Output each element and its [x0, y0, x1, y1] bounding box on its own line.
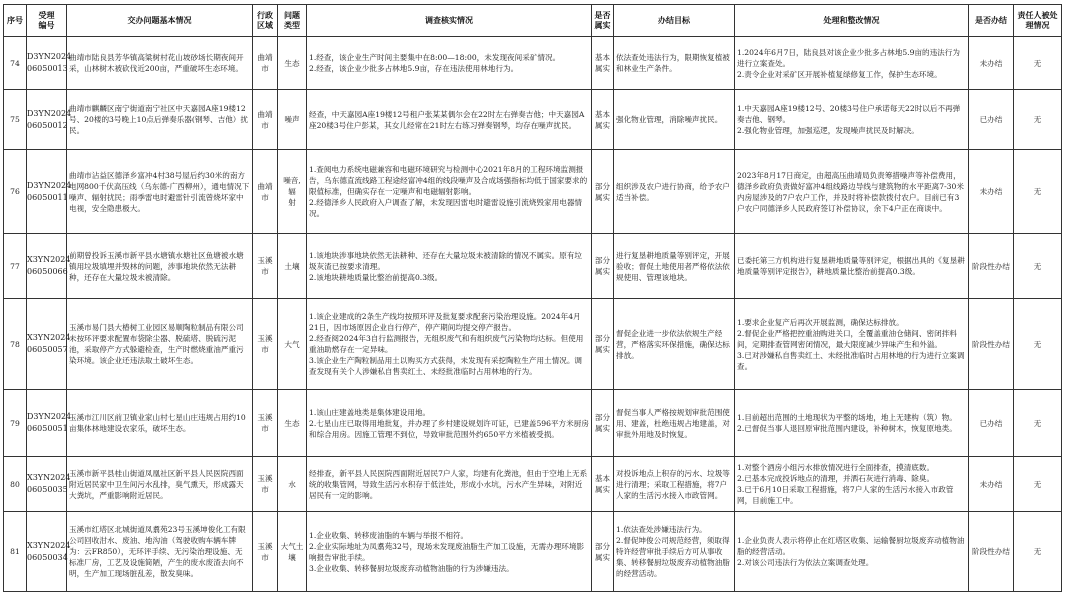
cell-accountability: 无: [1014, 299, 1062, 390]
cell-type: 水: [278, 457, 307, 512]
cell-type: 噪声: [278, 90, 307, 150]
cell-issue: 曲靖市沾益区德泽乡富冲4村38号屋后约30米的南方电网800千伏高压线（乌东德-广西柳州），通电情况下噪声、辐射扰民；雨季雷电时避雷针引流曾烧坏家中电视，安全隐患极大。: [67, 150, 253, 234]
table-body: [4, 37, 1062, 592]
cell-goal: 对投诉地点上积存的污水、垃圾等进行清理；采取工程措施，将7户人家的生活污水接入市政管网。: [614, 457, 735, 512]
cell-done: 未办结: [969, 150, 1014, 234]
cell-no: 74: [4, 37, 27, 90]
cell-code: X3YN2024 06050035: [27, 457, 67, 512]
header-accountability: 责任人被处 理情况: [1014, 5, 1062, 37]
cell-issue: 玉溪市易门县大椿树工业园区易顺陶粒制品有限公司未按环评要求配置布袋除尘器、脱硫塔、脱硫污泥池，采取停产方式躲避检查，生产时燃烧重油严重污染环境。该企业还违法取土破坏生态。: [67, 299, 253, 390]
header-investigation: 调查核实情况: [307, 5, 592, 37]
cell-region: 曲靖 市: [253, 90, 278, 150]
cell-accountability: 无: [1014, 512, 1062, 592]
header-type: 问题 类型: [278, 5, 307, 37]
cell-is-true: 部分 属实: [592, 390, 614, 457]
cell-handling: 1.企业负责人表示将停止在红塔区收集、运输餐厨垃圾废弃动植物油脂的经营活动。 2.对该公司违法行为依法立案调查处理。: [735, 512, 969, 592]
cell-is-true: 部分 属实: [592, 150, 614, 234]
cell-code: D3YN2024 06050011: [27, 150, 67, 234]
header-code: 受理 编号: [27, 5, 67, 37]
cell-investigation: 1.经查，该企业生产时间主要集中在8:00—18:00，未发现夜间采矿情况。 2.经查，该企业少批多占林地5.9亩，存在违法使用林地行为。: [307, 37, 592, 90]
cell-code: X3YN2024 06050066: [27, 234, 67, 299]
table-row: [4, 512, 1062, 592]
cell-investigation: 1.该地块涉事地块依然无法耕种、还存在大量垃圾未被清除的情况不属实。原有垃圾灰渣已按要求清理。 2.该地块耕地质量比整治前提高0.3级。: [307, 234, 592, 299]
cell-handling: 1.要求企业复产后再次开展监测，确保达标排放。 2.督促企业严格把控重油购进关口，全覆盖重油仓储间、密闭拌料间，定期排查管网密闭情况，最大限度减少异味产生和外溢。 3.已对涉嫌私自售卖红土、未经批准临时占用林地的行为进行立案调查。: [735, 299, 969, 390]
supervision-case-table: [3, 4, 1062, 592]
cell-type: 噪音,辐 射: [278, 150, 307, 234]
cell-region: 玉溪 市: [253, 512, 278, 592]
cell-region: 曲靖 市: [253, 150, 278, 234]
cell-handling: 1.2024年6月7日，陆良县对该企业少批多占林地5.9亩的违法行为进行立案查处。 2.责令企业对采矿区开展补植复绿修复工作，保护生态环境。: [735, 37, 969, 90]
cell-issue: 玉溪市江川区前卫镇业家山村七星山庄违规占用约10亩集体林地建设农家乐，破坏生态。: [67, 390, 253, 457]
cell-done: 阶段性办结: [969, 512, 1014, 592]
cell-goal: 组织涉及农户进行协商，给予农户适当补偿。: [614, 150, 735, 234]
cell-investigation: 1.查阅电力系统电磁兼容和电磁环境研究与检测中心2021年8月的工程环境监测报告，乌东德直流线路工程途经富冲4组的线段噪声及合成场强指标均低于国家要求的限值标准，但确实存在一定噪声和电磁辐射影响。 2.经德泽乡人民政府入户调查了解，未发现因雷电时避雷设施引流烧毁家用电器情况。: [307, 150, 592, 234]
cell-investigation: 1.企业收集、转移废油脂的车辆与举报不相符。 2.企业实际地址为凤翥苑32号，现场未发现废油脂生产加工设施，无需办理环境影响报告审批手续。 3.企业收集、转移餐厨垃圾废弃动植物油脂的行为涉嫌违法。: [307, 512, 592, 592]
header-done: 是否办结: [969, 5, 1014, 37]
cell-done: 阶段性办结: [969, 234, 1014, 299]
cell-no: 78: [4, 299, 27, 390]
header-region: 行政 区域: [253, 5, 278, 37]
cell-code: D3YN2024 06050013: [27, 37, 67, 90]
table-row: [4, 390, 1062, 457]
cell-accountability: 无: [1014, 150, 1062, 234]
cell-accountability: 无: [1014, 457, 1062, 512]
table-row: [4, 90, 1062, 150]
cell-code: D3YN2024 06050012: [27, 90, 67, 150]
cell-is-true: 基本 属实: [592, 457, 614, 512]
cell-region: 玉溪 市: [253, 457, 278, 512]
cell-investigation: 1.该企业建成的2条生产线均按照环评及批复要求配套污染治理设施。2024年4月21日，因市场原因企业自行停产，停产期间均提交停产报告。 2.经查阅2024年3自行监测报告，无组织废气和有组织废气污染物均达标。但使用重油助燃存在一定异味。 3.该企业生产陶粒制品用土以购买方式获得，未发现有采挖陶粒生产用土情况。调查发现有关个人涉嫌私自售卖红土、未经批准临时占用林地的行为。: [307, 299, 592, 390]
table-row: [4, 150, 1062, 234]
cell-is-true: 部分 属实: [592, 234, 614, 299]
table-row: [4, 299, 1062, 390]
cell-done: 已办结: [969, 90, 1014, 150]
cell-no: 75: [4, 90, 27, 150]
cell-is-true: 基本 属实: [592, 37, 614, 90]
cell-issue: 曲靖市麒麟区南宁街道南宁社区中天嘉园A座19楼12号、20楼的3号晚上10点后弹奏乐器(钢琴、吉他）扰民。: [67, 90, 253, 150]
cell-handling: 1.对整个酒房小组污水排放情况进行全面排查，摸清底数。 2.已基本完成投诉地点的清理，并洒石灰进行消毒、除臭。 3.已于6月10日采取工程措施，将7户人家的生活污水接入市政管网，目前施工中。: [735, 457, 969, 512]
cell-type: 生态: [278, 390, 307, 457]
header-is-true: 是否 属实: [592, 5, 614, 37]
cell-goal: 强化物业管理，消除噪声扰民。: [614, 90, 735, 150]
cell-investigation: 经排查，新平县人民医院西面附近居民7户人家，均建有化粪池，但由于空地上无系统的收集管网，导致生活污水积存于低洼处，形成小水坑，污水产生异味，对附近居民有一定的影响。: [307, 457, 592, 512]
cell-handling: 1.中天嘉园A座19楼12号、20楼3号住户承诺每天22时以后不再弹奏吉他、钢琴。 2.强化物业管理，加强巡逻，发现噪声扰民及时解决。: [735, 90, 969, 150]
cell-region: 玉溪 市: [253, 234, 278, 299]
cell-handling: 已委托第三方机构进行复垦耕地质量等别评定，根据出具的《复垦耕地质量等别评定报告》，耕地质量比整治前提高0.3级。: [735, 234, 969, 299]
cell-investigation: 1.该山庄建盖地类是集体建设用地。 2.七星山庄已取得用地批复，并办理了乡村建设规划许可证，已建盖596平方米厨房和综合用房。因施工管理不到位，导致审批范围外约650平方米植被受损。: [307, 390, 592, 457]
cell-accountability: 无: [1014, 234, 1062, 299]
header-no: 序号: [4, 5, 27, 37]
table-row: [4, 37, 1062, 90]
cell-is-true: 基本 属实: [592, 90, 614, 150]
cell-issue: 玉溪市新平县桂山街道凤凰社区新平县人民医院西面附近居民家中卫生间污水乱排，臭气熏天，形成露天大粪坑，严重影响附近居民。: [67, 457, 253, 512]
cell-done: 未办结: [969, 37, 1014, 90]
cell-no: 81: [4, 512, 27, 592]
cell-region: 玉溪 市: [253, 299, 278, 390]
cell-type: 大气土 壤: [278, 512, 307, 592]
cell-investigation: 经查，中天嘉园A座19楼12号租户张某某偶尔会在22时左右弹奏吉他；中天嘉园A座20楼3号住户彭某，其女儿经常在21时左右练习弹奏钢琴，均存在噪声扰民。: [307, 90, 592, 150]
cell-code: X3YN2024 06050057: [27, 299, 67, 390]
cell-region: 玉溪 市: [253, 390, 278, 457]
cell-goal: 进行复垦耕地质量等别评定，开展验收；督促土地使用者严格依法依规使用、管理该地块。: [614, 234, 735, 299]
table-row: [4, 457, 1062, 512]
cell-issue: 前期曾投诉玉溪市新平县水塘镇水塘社区鱼塘被水塘镇用垃圾填埋并毁林的问题，涉事地块依然无法耕种，还存在大量垃圾未被清除。: [67, 234, 253, 299]
cell-handling: 1.目前超出范围的土地现状为平整的场地，地上无建构（筑）物。 2.已督促当事人退回原审批范围内建设，补种树木，恢复原地类。: [735, 390, 969, 457]
cell-type: 土壤: [278, 234, 307, 299]
cell-no: 76: [4, 150, 27, 234]
cell-accountability: 无: [1014, 90, 1062, 150]
cell-goal: 督促企业进一步依法依规生产经营，严格落实环保措施，确保达标排放。: [614, 299, 735, 390]
cell-no: 77: [4, 234, 27, 299]
cell-accountability: 无: [1014, 37, 1062, 90]
table-header-row: [4, 5, 1062, 37]
cell-type: 生态: [278, 37, 307, 90]
cell-no: 80: [4, 457, 27, 512]
cell-goal: 依法查处违法行为，限期恢复植被和林业生产条件。: [614, 37, 735, 90]
header-issue: 交办问题基本情况: [67, 5, 253, 37]
cell-code: D3YN2024 06050051: [27, 390, 67, 457]
header-handling: 处理和整改情况: [735, 5, 969, 37]
cell-done: 未办结: [969, 457, 1014, 512]
cell-accountability: 无: [1014, 390, 1062, 457]
header-goal: 办结目标: [614, 5, 735, 37]
cell-region: 曲靖 市: [253, 37, 278, 90]
cell-is-true: 部分 属实: [592, 299, 614, 390]
cell-no: 79: [4, 390, 27, 457]
cell-done: 已办结: [969, 390, 1014, 457]
cell-is-true: 部分 属实: [592, 512, 614, 592]
cell-handling: 2023年8月17日商定，由超高压曲靖局负责筹措噪声等补偿费用，德泽乡政府负责做好富冲4组线路边导线与建筑物的水平距离7-30米内房屋涉及的7户农户工作，并及时将补偿款拨付农户。目前已有3户农户同德泽乡人民政府签订补偿协议，余下4户正在商谈中。: [735, 150, 969, 234]
cell-done: 阶段性办结: [969, 299, 1014, 390]
cell-type: 大气: [278, 299, 307, 390]
cell-goal: 督促当事人严格按规划审批范围使用、建盖，杜绝违规占地建盖，对审批外用地及时恢复。: [614, 390, 735, 457]
cell-goal: 1.依法查处涉嫌违法行为。 2.督促坤俊公司规范经营，须取得特许经营审批手续后方可从事收集、转移餐厨垃圾废弃动植物油脂的经营活动。: [614, 512, 735, 592]
table-row: [4, 234, 1062, 299]
cell-issue: 曲靖市陆良县芳华镇高粱树村花山坡砂场长期夜间开采，山林树木被砍伐近200亩，严重破坏生态环境。: [67, 37, 253, 90]
cell-code: X3YN2024 06050034: [27, 512, 67, 592]
cell-issue: 玉溪市红塔区北城街道凤翥苑23号玉溪坤俊化工有限公司回收泔水、废油、地沟油（驾驶收购车辆车牌为：云FR850），无环评手续、无污染治理设施、无标准厂房，工艺及设施简陋，产生的废水废渣去向不明，生产加工现场脏乱差，散发臭味。: [67, 512, 253, 592]
